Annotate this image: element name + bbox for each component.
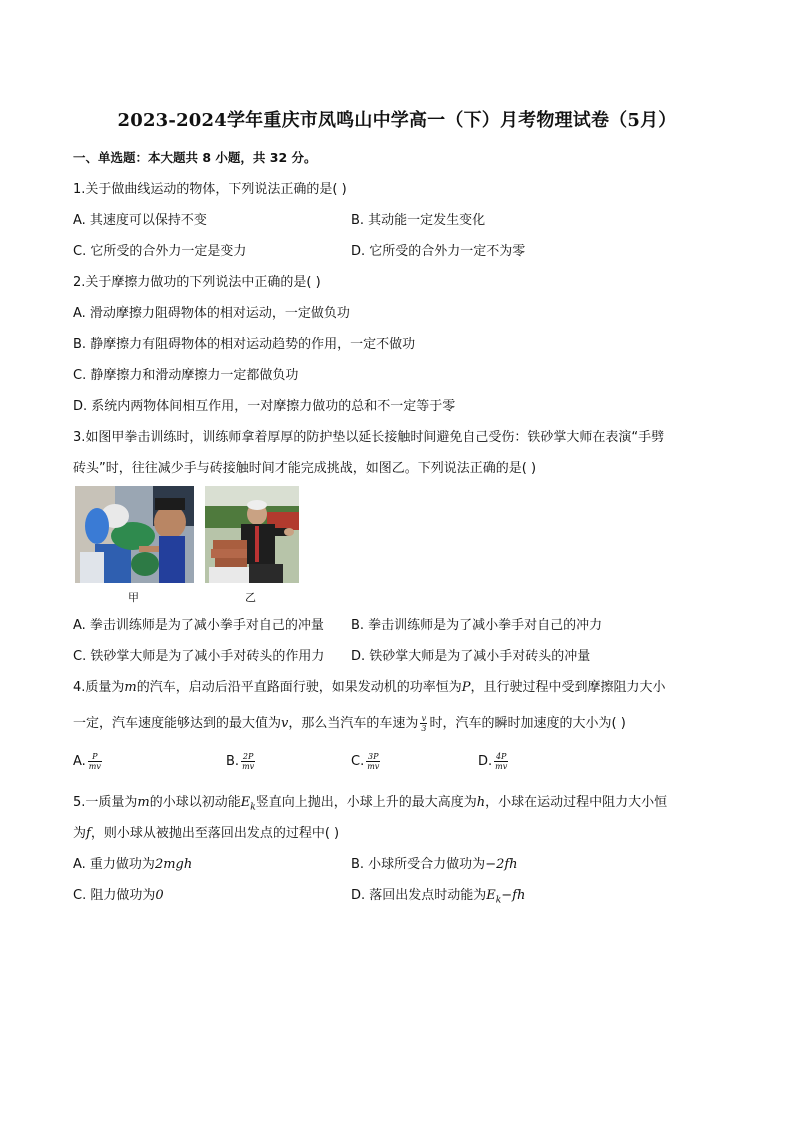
q4-power-symbol: P: [461, 680, 471, 695]
boxing-photo: [75, 486, 194, 583]
q5-stem-line2: [73, 822, 339, 841]
q2-stem: 2.关于摩擦力做功的下列说法中正确的是( ): [73, 275, 321, 290]
q4-option-c: [351, 752, 382, 771]
fraction-denominator: mv: [367, 762, 380, 771]
q5-option-a: [73, 853, 192, 872]
q4-stem-line2: [73, 712, 626, 733]
q3-option-d: D. 铁砂掌大师是为了减小手对砖头的冲量: [351, 649, 591, 664]
photo-caption-jia: 甲: [128, 591, 139, 604]
fraction-denominator: mv: [495, 762, 508, 771]
photo-caption-yi: 乙: [245, 591, 256, 604]
q5-friction-symbol: f: [86, 826, 91, 841]
q5-stem-line1: [73, 791, 667, 813]
q1-option-a: A. 其速度可以保持不变: [73, 213, 207, 228]
q4-option-b-label: B.: [226, 754, 240, 769]
q5-energy-subscript: k: [250, 802, 256, 813]
q2-option-d: D. 系统内两物体间相互作用，一对摩擦力做功的总和不一定等于零: [73, 399, 456, 414]
q4-text: 时，汽车的瞬时加速度的大小为( ): [429, 716, 626, 731]
q5-option-c: [73, 884, 164, 903]
q5-option-d-math-tail: −fh: [501, 888, 526, 903]
q3-stem-line2: 砖头”时，往往减少手与砖接触时间才能完成挑战，如图乙。下列说法正确的是( ): [73, 461, 537, 476]
q5-text: 竖直向上抛出，小球上升的最大高度为: [255, 795, 477, 810]
q4-stem-line1: [73, 676, 666, 695]
q3-option-a: A. 拳击训练师是为了减小拳手对自己的冲量: [73, 618, 324, 633]
q4-text: 一定，汽车速度能够达到的最大值为: [73, 716, 282, 731]
q4-option-c-label: C.: [351, 754, 365, 769]
q5-option-c-text: C. 阻力做功为: [73, 888, 156, 903]
q5-option-b: [351, 853, 518, 872]
q4-speed-fraction: [420, 714, 427, 733]
q5-mass-symbol: m: [137, 795, 150, 810]
q5-text: 为: [73, 826, 87, 841]
q5-text: 的小球以初动能: [149, 795, 241, 810]
boxing-photo-illustration: [75, 486, 194, 583]
q5-option-d-subscript: k: [495, 895, 502, 906]
fraction-denominator: mv: [88, 762, 101, 771]
q3-option-b: B. 拳击训练师是为了减小拳手对自己的冲力: [351, 618, 603, 633]
fraction-numerator: P: [88, 752, 102, 762]
palm-master-photo: [205, 486, 299, 583]
q4-text: ，且行驶过程中受到摩擦阻力大小: [470, 680, 666, 695]
q4-option-a-label: A.: [73, 754, 86, 769]
q1-option-b: B. 其动能一定发生变化: [351, 213, 486, 228]
q4-text: 的汽车，启动后沿平直路面行驶，如果发动机的功率恒为: [136, 680, 462, 695]
q5-height-symbol: h: [476, 795, 486, 810]
q4-option-b: [226, 752, 257, 771]
fraction-denominator: mv: [242, 762, 255, 771]
page-title: 2023-2024学年重庆市凤鸣山中学高一（下）月考物理试卷（5月）: [117, 110, 677, 131]
fraction-numerator: v: [421, 714, 427, 723]
q5-option-d: [351, 884, 525, 906]
q4-option-b-fraction: [241, 752, 255, 771]
q2-option-c: C. 静摩擦力和滑动摩擦力一定都做负功: [73, 368, 299, 383]
q4-option-a-fraction: [88, 752, 102, 771]
q4-option-a: [73, 752, 104, 771]
palm-master-photo-illustration: [205, 486, 299, 583]
q5-option-b-math: −2fh: [485, 857, 518, 872]
q5-option-d-math: E: [486, 888, 496, 903]
fraction-numerator: 4P: [495, 752, 507, 761]
q4-mass-symbol: m: [124, 680, 137, 695]
q3-option-c: C. 铁砂掌大师是为了减小手对砖头的作用力: [73, 649, 325, 664]
q5-option-b-text: B. 小球所受合力做功为: [351, 857, 486, 872]
q1-option-d: D. 它所受的合外力一定不为零: [351, 244, 526, 259]
q4-option-c-fraction: [366, 752, 380, 771]
q5-energy-symbol: E: [240, 795, 251, 810]
fraction-denominator: 3: [421, 724, 427, 733]
q4-option-d-fraction: [494, 752, 508, 771]
q4-velocity-symbol: v: [281, 716, 289, 731]
q5-text: 5.一质量为: [73, 795, 138, 810]
q2-option-b: B. 静摩擦力有阻碍物体的相对运动趋势的作用，一定不做功: [73, 337, 416, 352]
q1-option-c: C. 它所受的合外力一定是变力: [73, 244, 247, 259]
q5-text: ，小球在运动过程中阻力大小恒: [485, 795, 668, 810]
fraction-numerator: 2P: [242, 752, 254, 761]
q5-option-c-math: 0: [155, 888, 164, 903]
q5-option-a-text: A. 重力做功为: [73, 857, 155, 872]
q5-option-a-math: 2mgh: [154, 857, 193, 872]
q4-option-d: [478, 752, 510, 771]
q3-stem-line1: 3.如图甲拳击训练时，训练师拿着厚厚的防护垫以延长接触时间避免自己受伤：铁砂掌大师在表演“手劈: [73, 430, 665, 445]
section-heading: 一、单选题：本大题共 8 小题，共 32 分。: [73, 150, 317, 165]
q5-text: ，则小球从被抛出至落回出发点的过程中( ): [90, 826, 340, 841]
q2-option-a: A. 滑动摩擦力阻碍物体的相对运动，一定做负功: [73, 306, 350, 321]
q1-stem: 1.关于做曲线运动的物体，下列说法正确的是( ): [73, 182, 347, 197]
q4-text: 4.质量为: [73, 680, 125, 695]
q4-text: ，那么当汽车的车速为: [288, 716, 419, 731]
q4-option-d-label: D.: [478, 754, 493, 769]
fraction-numerator: 3P: [368, 752, 379, 761]
q5-option-d-text: D. 落回出发点时动能为: [351, 888, 487, 903]
